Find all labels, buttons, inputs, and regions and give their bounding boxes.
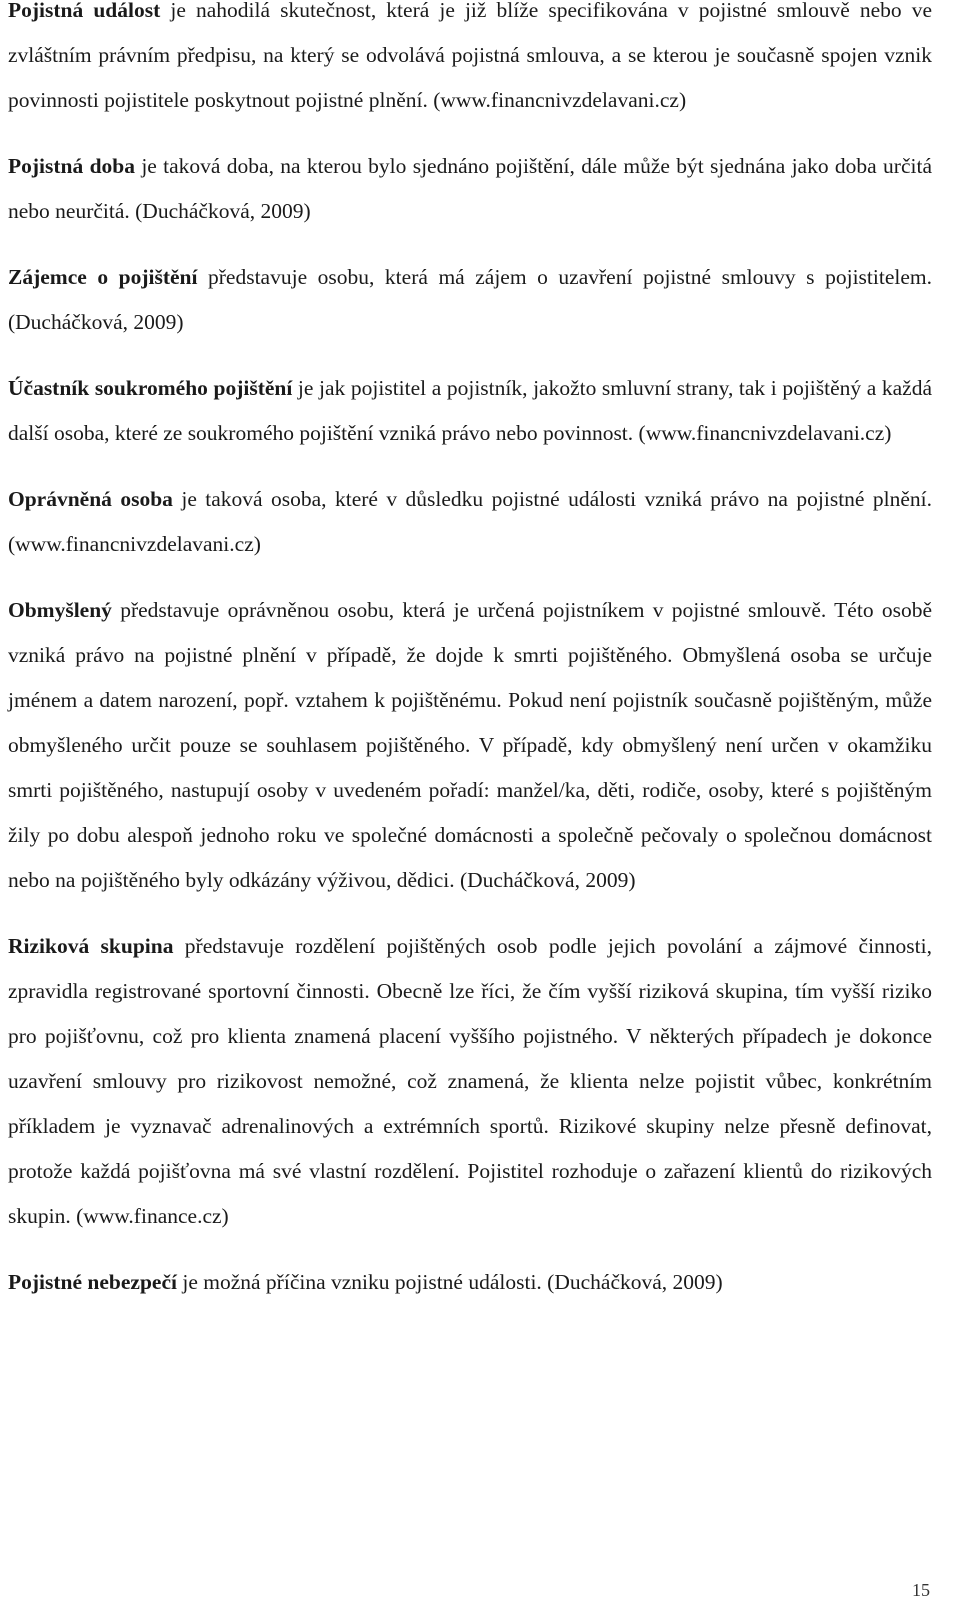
paragraph-pojistna-udalost [8,0,932,123]
definition-text: je taková doba, na kterou bylo sjednáno pojištění, dále může být sjednána jako doba určitá nebo neurčitá. (Ducháčková, 2009) [8,154,932,223]
definition-text: je možná příčina vzniku pojistné události. (Ducháčková, 2009) [176,1270,723,1294]
definition-text: představuje rozdělení pojištěných osob podle jejich povolání a zájmové činnosti, zpravidla registrované sportovní činnosti. Obecně lze říci, že čím vyšší riziková skupina, tím vyšší riziko pro pojišťovnu, což pro klienta znamená placení vyššího pojistného. V některých případech je dokonce uzavření smlouvy pro rizikovost nemožné, což znamená, že klienta nelze pojistit vůbec, konkrétním příkladem je vyznavač adrenalinových a extrémních sportů. Rizikové skupiny nelze přesně definovat, protože každá pojišťovna má své vlastní rozdělení. Pojistitel rozhoduje o zařazení klientů do rizikových skupin. (www.finance.cz) [8,934,932,1228]
term-opravnena-osoba: Oprávněná osoba [8,487,173,511]
term-ucastnik-soukromeho-pojisteni: Účastník soukromého pojištění [8,376,293,400]
definition-text: je jak pojistitel a pojistník, jakožto smluvní strany, tak i pojištěný a každá další osoba, které ze soukromého pojištění vzniká právo nebo povinnost. (www.financnivzdelavani.cz) [8,376,932,445]
definition-text: představuje osobu, která má zájem o uzavření pojistné smlouvy s pojistitelem. (Ducháčková, 2009) [8,265,932,334]
document-page [8,0,932,1305]
term-obmysleny: Obmyšlený [8,598,112,622]
definition-text: je nahodilá skutečnost, která je již blíže specifikována v pojistné smlouvě nebo ve zvláštním právním předpisu, na který se odvolává pojistná smlouva, a se kterou je současně spojen vznik povinnosti pojistitele poskytnout pojistné plnění. (www.financnivzdelavani.cz) [8,0,932,112]
paragraph-pojistna-doba [8,144,932,234]
paragraph-zajemce-o-pojisteni [8,255,932,345]
term-pojistna-doba: Pojistná doba [8,154,135,178]
definition-text: představuje oprávněnou osobu, která je určená pojistníkem v pojistné smlouvě. Této osobě vzniká právo na pojistné plnění v případě, že dojde k smrti pojištěného. Obmyšlená osoba se určuje jménem a datem narození, popř. vztahem k pojištěnému. Pokud není pojistník současně pojištěným, může obmyšleného určit pouze se souhlasem pojištěného. V případě, kdy obmyšlený není určen v okamžiku smrti pojištěného, nastupují osoby v uvedeném pořadí: manžel/ka, děti, rodiče, osoby, které s pojištěným žily po dobu alespoň jednoho roku ve společné domácnosti a společně pečovaly o společnou domácnost nebo na pojištěného byly odkázány výživou, dědici. (Ducháčková, 2009) [8,598,932,892]
paragraph-obmysleny [8,588,932,903]
paragraph-rizikova-skupina [8,924,932,1239]
term-rizikova-skupina: Riziková skupina [8,934,174,958]
term-pojistna-udalost: Pojistná událost [8,0,161,22]
paragraph-opravnena-osoba [8,477,932,567]
term-zajemce-o-pojisteni: Zájemce o pojištění [8,265,198,289]
page-number: 15 [912,1580,930,1600]
term-pojistne-nebezpeci: Pojistné nebezpečí [8,1270,177,1294]
paragraph-pojistne-nebezpeci [8,1260,932,1305]
definition-text: je taková osoba, které v důsledku pojistné události vzniká právo na pojistné plnění. (www.financnivzdelavani.cz) [8,487,932,556]
paragraph-ucastnik-soukromeho-pojisteni [8,366,932,456]
